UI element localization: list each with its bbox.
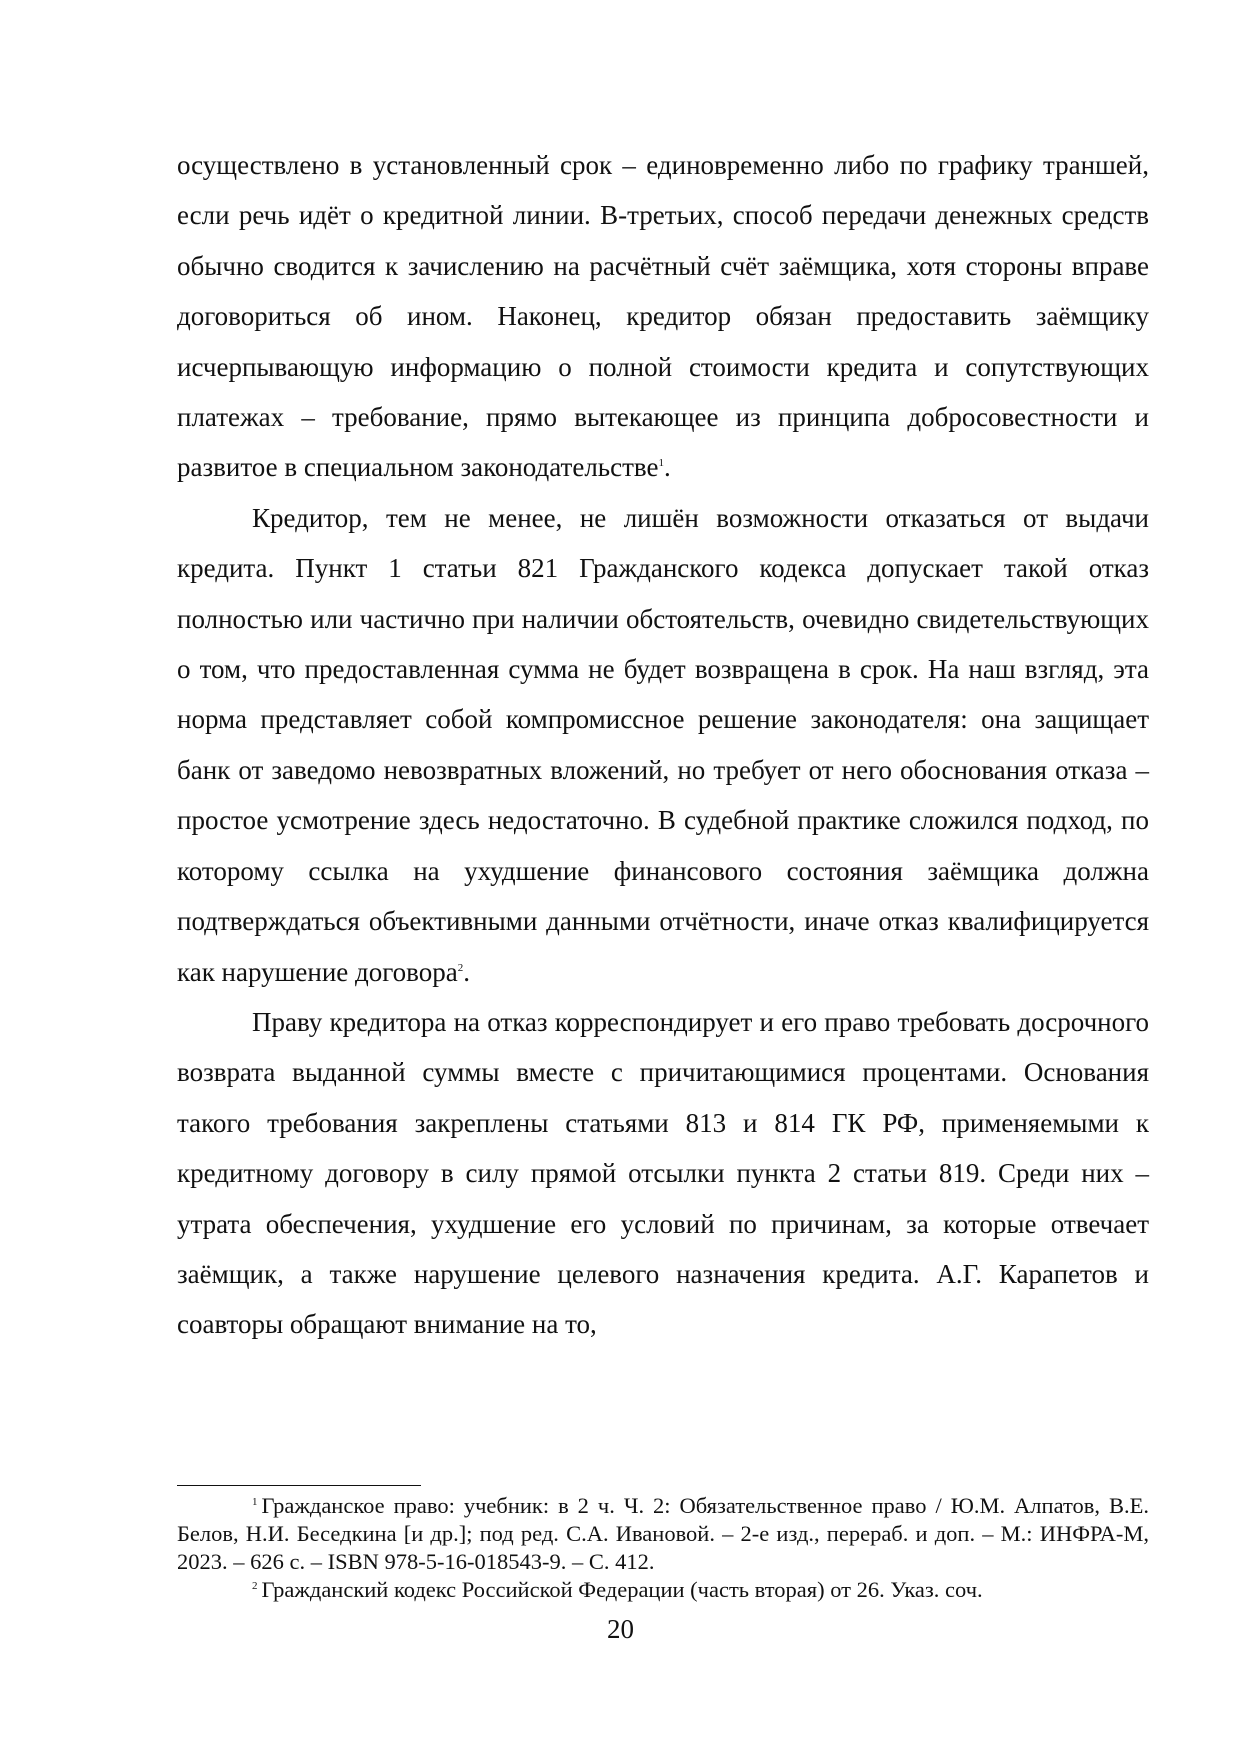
body-text xyxy=(177,140,1149,1350)
page-number: 20 xyxy=(607,1614,634,1644)
paragraph-3-text: Праву кредитора на отказ корреспондирует и его право требовать досрочного возврата выданной суммы вместе с причитающимися процентами. Основания такого требования закреплены статьями 813 и 814 ГК РФ, применяемыми к кредитному договору в силу прямой отсылки пункта 2 статьи 819. Среди них – утрата обеспечения, ухудшение его условий по причинам, за которые отвечает заёмщик, а также нарушение целевого назначения кредита. А.Г. Карапетов и соавторы обращают внимание на то, xyxy=(177,1006,1149,1340)
footnote-1-text: Гражданское право: учебник: в 2 ч. Ч. 2: Обязательственное право / Ю.М. Алпатов, В.Е. Белов, Н.И. Беседкина [и др.]; под ред. С.А. Ивановой. – 2-е изд., перераб. и доп. – М.: ИНФРА-М, 2023. – 626 с. – ISBN 978-5-16-018543-9. – С. 412. xyxy=(177,1493,1149,1574)
footnote-mark-2: 2 xyxy=(252,1579,258,1592)
footnote-mark-1: 1 xyxy=(252,1495,258,1508)
paragraph-2-tail: . xyxy=(463,956,470,987)
footnote-2-text: Гражданский кодекс Российской Федерации (часть вторая) от 26. Указ. соч. xyxy=(261,1577,983,1602)
paragraph-3 xyxy=(177,997,1149,1350)
paragraph-1-text: осуществлено в установленный срок – единовременно либо по графику траншей, если речь идёт о кредитной линии. В-третьих, способ передачи денежных средств обычно сводится к зачислению на расчётный счёт заёмщика, хотя стороны вправе договориться об ином. Наконец, кредитор обязан предоставить заёмщику исчерпывающую информацию о полной стоимости кредита и сопутствующих платежах – требование, прямо вытекающее из принципа добросовестности и развитое в специальном законодательстве xyxy=(177,150,1149,483)
footnote-1 xyxy=(177,1492,1149,1576)
paragraph-1 xyxy=(177,140,1149,493)
paragraph-2-text: Кредитор, тем не менее, не лишён возможности отказаться от выдачи кредита. Пункт 1 статьи 821 Гражданского кодекса допускает такой отказ полностью или частично при наличии обстоятельств, очевидно свидетельствующих о том, что предоставленная сумма не будет возвращена в срок. На наш взгляд, эта норма представляет собой компромиссное решение законодателя: она защищает банк от заведомо невозвратных вложений, но требует от него обоснования отказа – простое усмотрение здесь недостаточно. В судебной практике сложился подход, по которому ссылка на ухудшение финансового состояния заёмщика должна подтверждаться объективными данными отчётности, иначе отказ квалифицируется как нарушение договора xyxy=(177,502,1149,987)
paragraph-2 xyxy=(177,493,1149,997)
footnote-separator xyxy=(177,1485,421,1486)
footnote-2 xyxy=(177,1576,1149,1604)
footnote-ref-2[interactable]: 2 xyxy=(457,961,464,974)
paragraph-1-tail: . xyxy=(663,452,671,483)
footnotes xyxy=(177,1492,1149,1604)
footnote-ref-1[interactable]: 1 xyxy=(658,457,664,470)
